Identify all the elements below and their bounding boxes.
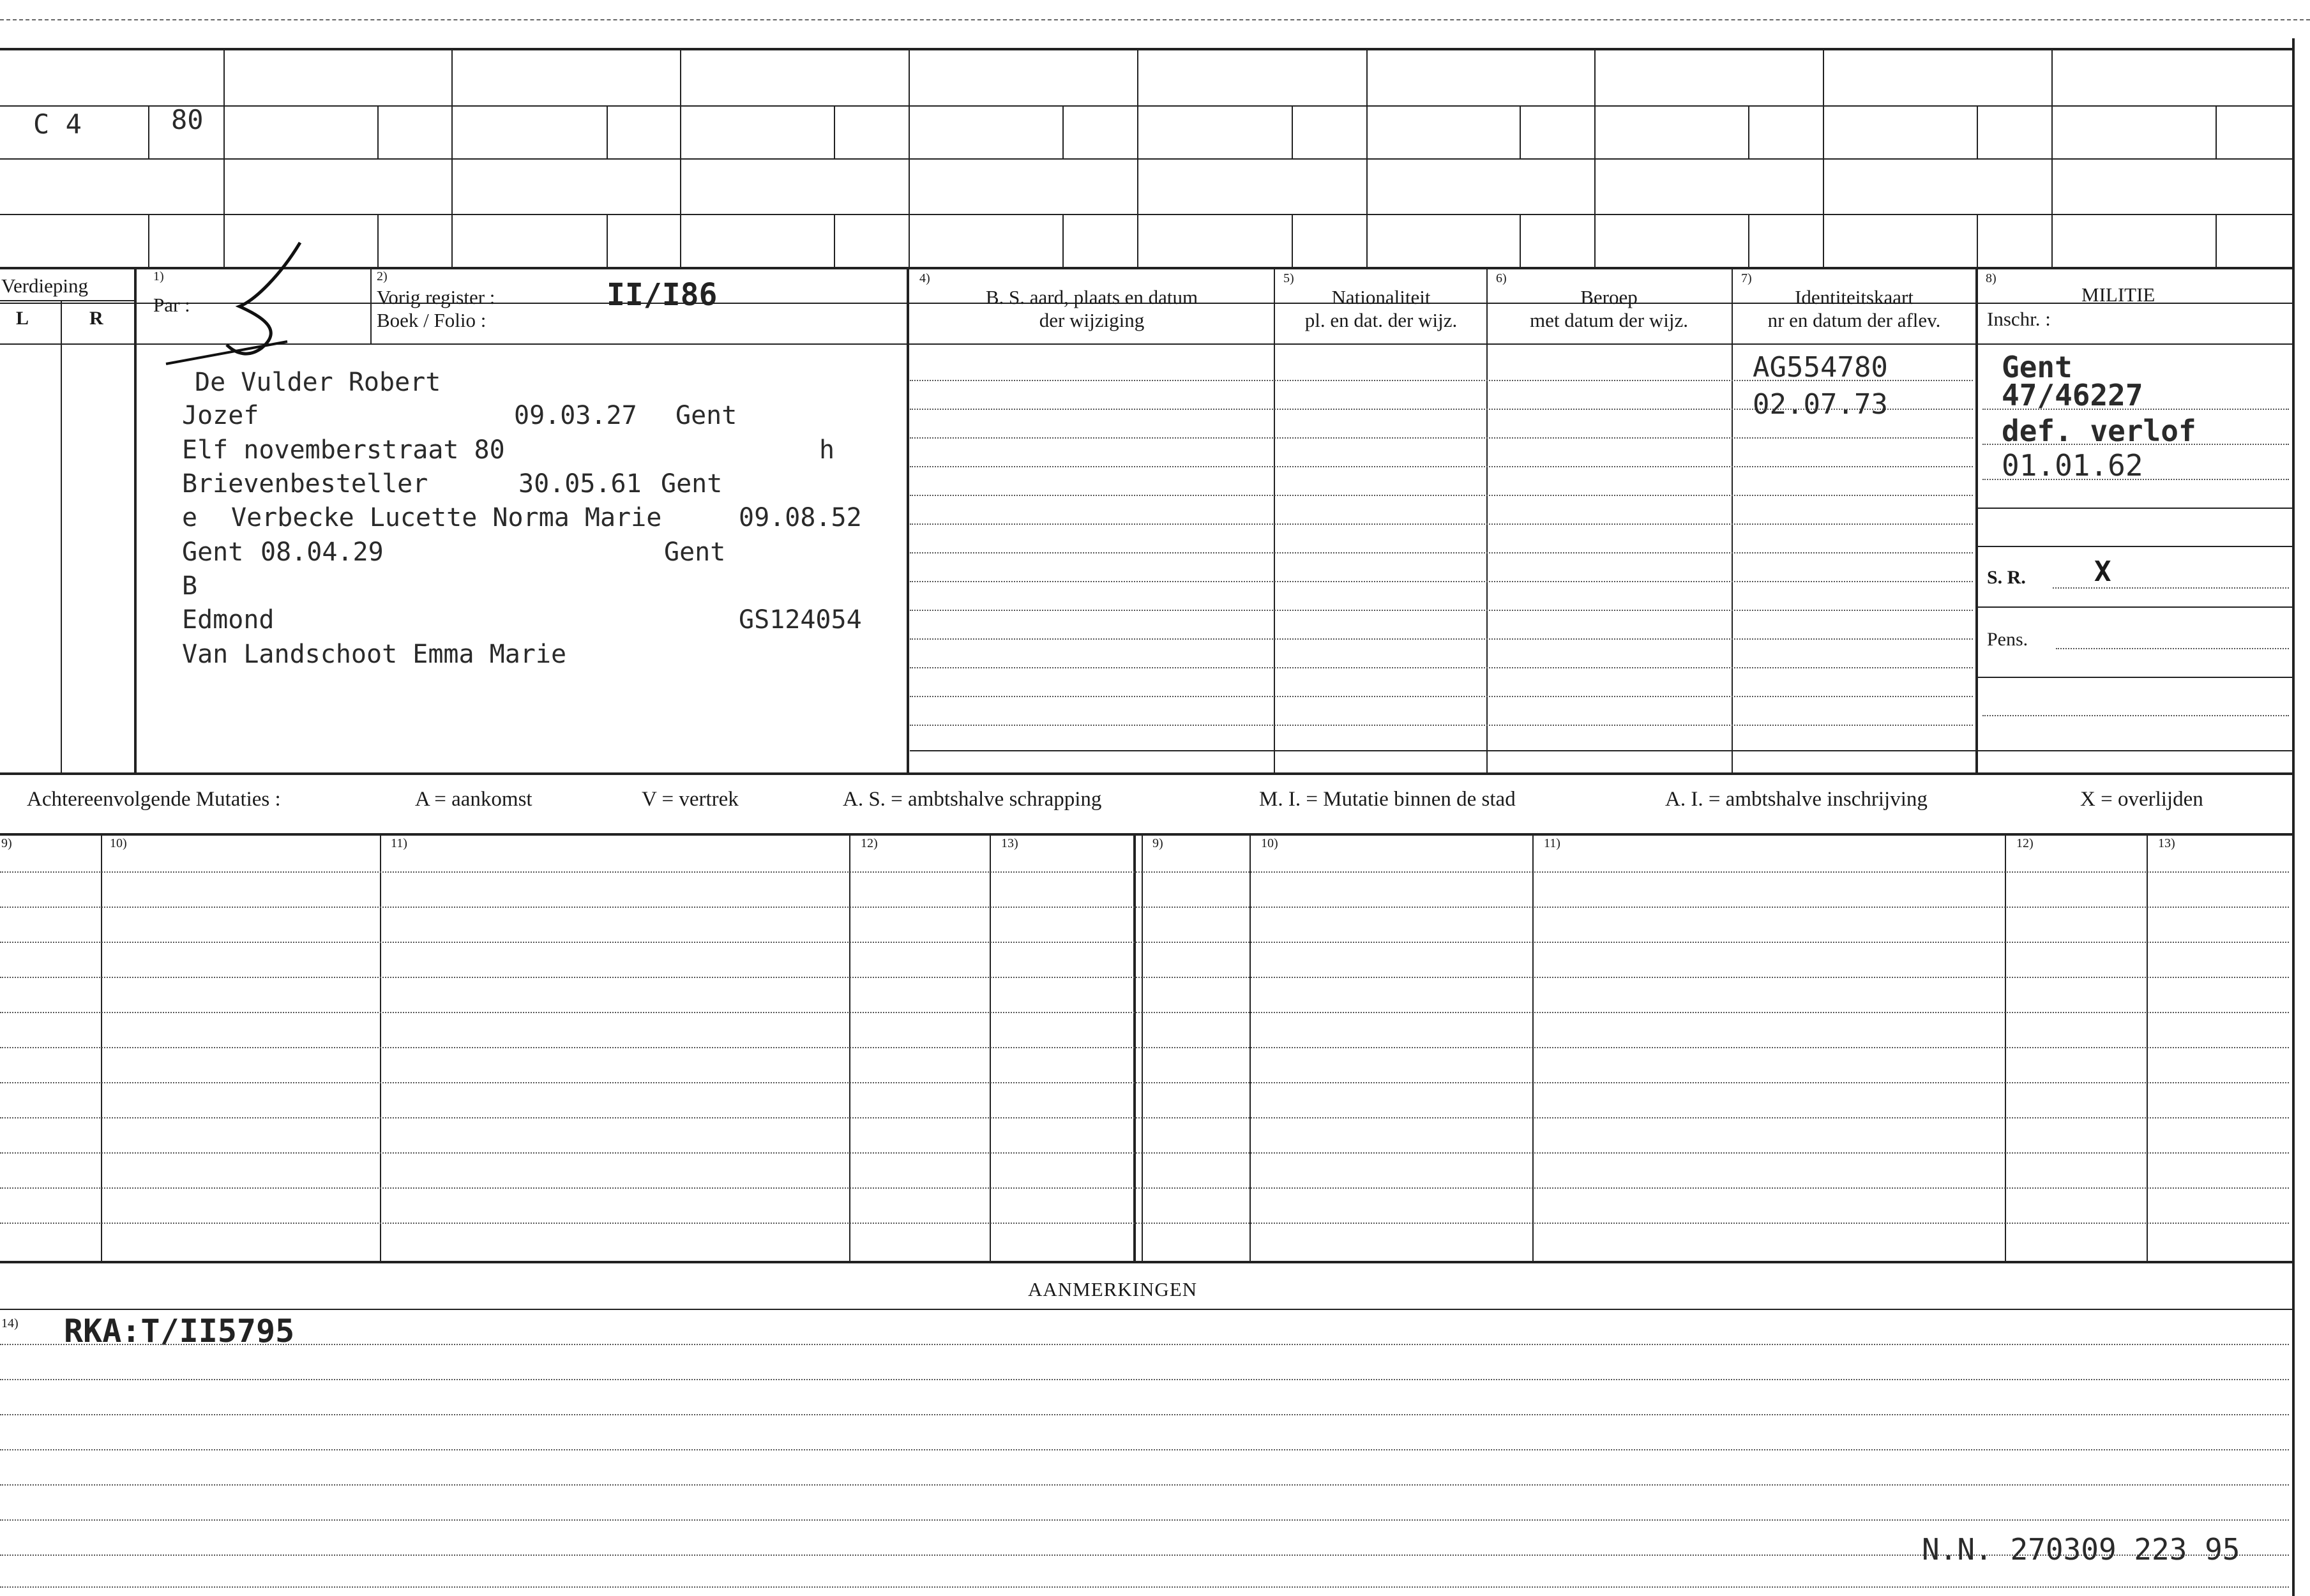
remarks-num: 14) bbox=[1, 1316, 19, 1330]
person-line6-place2: Gent bbox=[664, 538, 726, 567]
field8-title: MILITIE bbox=[2081, 283, 2155, 306]
field6-line1: Beroep bbox=[1580, 286, 1638, 308]
militie-line4: 01.01.62 bbox=[2002, 448, 2143, 483]
militie-line1: Gent bbox=[2002, 350, 2072, 384]
verdieping-r: R bbox=[89, 308, 103, 329]
field5-line2: pl. en dat. der wijz. bbox=[1304, 309, 1458, 331]
legend-mi: M. I. = Mutatie binnen de stad bbox=[1259, 788, 1516, 811]
mut-left-col9: 9) bbox=[1, 836, 12, 850]
legend-ai: A. I. = ambtshalve inschrijving bbox=[1665, 788, 1928, 811]
national-number: N.N. 270309 223 95 bbox=[1922, 1532, 2240, 1567]
field5-num: 5) bbox=[1283, 271, 1294, 285]
mutations-title: Achtereenvolgende Mutaties : bbox=[27, 788, 281, 811]
person-line5-date: 09.08.52 bbox=[739, 503, 862, 532]
person-line4-job: Brievenbesteller bbox=[182, 469, 428, 499]
mut-right-col10: 10) bbox=[1261, 836, 1278, 850]
legend-v: V = vertrek bbox=[642, 788, 739, 811]
person-line3-street: Elf novemberstraat 80 bbox=[182, 435, 505, 465]
militie-line3: def. verlof bbox=[2002, 414, 2196, 448]
mut-right-col13: 13) bbox=[2158, 836, 2175, 850]
person-line4-place: Gent bbox=[661, 469, 723, 499]
field6-header bbox=[1488, 286, 1730, 332]
mut-left-col13: 13) bbox=[1001, 836, 1018, 850]
field2-boek-label: Boek / Folio : bbox=[377, 309, 487, 331]
person-line1: De Vulder Robert bbox=[195, 368, 441, 397]
field1-num: 1) bbox=[153, 269, 164, 283]
verdieping-l: L bbox=[16, 308, 29, 329]
pens-label: Pens. bbox=[1987, 629, 2028, 650]
mut-right-col9: 9) bbox=[1152, 836, 1163, 850]
field8-num: 8) bbox=[1986, 271, 1997, 285]
mut-left-col11: 11) bbox=[391, 836, 407, 850]
field7-header bbox=[1733, 286, 1975, 332]
field6-line2: met datum der wijz. bbox=[1530, 309, 1688, 331]
person-line7: B bbox=[182, 571, 198, 601]
mut-right-col12: 12) bbox=[2016, 836, 2034, 850]
field5-header bbox=[1276, 286, 1486, 332]
top-code: C 4 bbox=[33, 109, 82, 140]
person-line2-date: 09.03.27 bbox=[514, 401, 637, 430]
field4-line2: der wijziging bbox=[1039, 309, 1145, 331]
verdieping-label: Verdieping bbox=[1, 275, 89, 297]
militie-line2: 47/46227 bbox=[2002, 378, 2143, 412]
legend-x: X = overlijden bbox=[2080, 788, 2203, 811]
person-line3-mark: h bbox=[819, 435, 835, 465]
field7-line2: nr en datum der aflev. bbox=[1767, 309, 1941, 331]
field5-line1: Nationaliteit bbox=[1331, 286, 1431, 308]
person-line2-name: Jozef bbox=[182, 401, 259, 430]
person-line6-place: Gent bbox=[182, 538, 244, 567]
id-card-number: AG554780 bbox=[1753, 351, 1888, 384]
legend-as: A. S. = ambtshalve schrapping bbox=[843, 788, 1102, 811]
person-line4-date: 30.05.61 bbox=[518, 469, 642, 499]
field1-label: Par : bbox=[153, 294, 190, 316]
person-line5-name: Verbecke Lucette Norma Marie bbox=[231, 503, 662, 532]
remarks-title: AANMERKINGEN bbox=[1028, 1278, 1198, 1300]
mut-right-col11: 11) bbox=[1544, 836, 1560, 850]
person-line5-prefix: e bbox=[182, 503, 198, 532]
field4-num: 4) bbox=[919, 271, 930, 285]
field7-line1: Identiteitskaart bbox=[1795, 286, 1914, 308]
sr-value: X bbox=[2094, 555, 2111, 588]
handwritten-par-mark bbox=[160, 236, 351, 377]
remarks-value: RKA:T/II5795 bbox=[64, 1313, 295, 1350]
id-card-date: 02.07.73 bbox=[1753, 388, 1888, 421]
person-line6-date: 08.04.29 bbox=[260, 538, 384, 567]
field2-num: 2) bbox=[377, 269, 388, 283]
sr-label: S. R. bbox=[1987, 567, 2026, 588]
mut-left-col12: 12) bbox=[861, 836, 878, 850]
mut-left-col10: 10) bbox=[110, 836, 127, 850]
person-line2-place: Gent bbox=[676, 401, 737, 430]
field7-num: 7) bbox=[1741, 271, 1752, 285]
field6-num: 6) bbox=[1496, 271, 1507, 285]
field8-inschr-label: Inschr. : bbox=[1987, 308, 2051, 330]
person-line9: Van Landschoot Emma Marie bbox=[182, 640, 567, 669]
field4-header bbox=[919, 286, 1264, 332]
field2-vorig-label: Vorig register : bbox=[377, 286, 495, 308]
person-line8-code: GS124054 bbox=[739, 605, 862, 635]
field4-line1: B. S. aard, plaats en datum bbox=[985, 286, 1198, 308]
field2-value: II/I86 bbox=[607, 277, 718, 313]
person-line8-name: Edmond bbox=[182, 605, 275, 635]
top-number: 80 bbox=[171, 104, 204, 135]
legend-a: A = aankomst bbox=[415, 788, 532, 811]
